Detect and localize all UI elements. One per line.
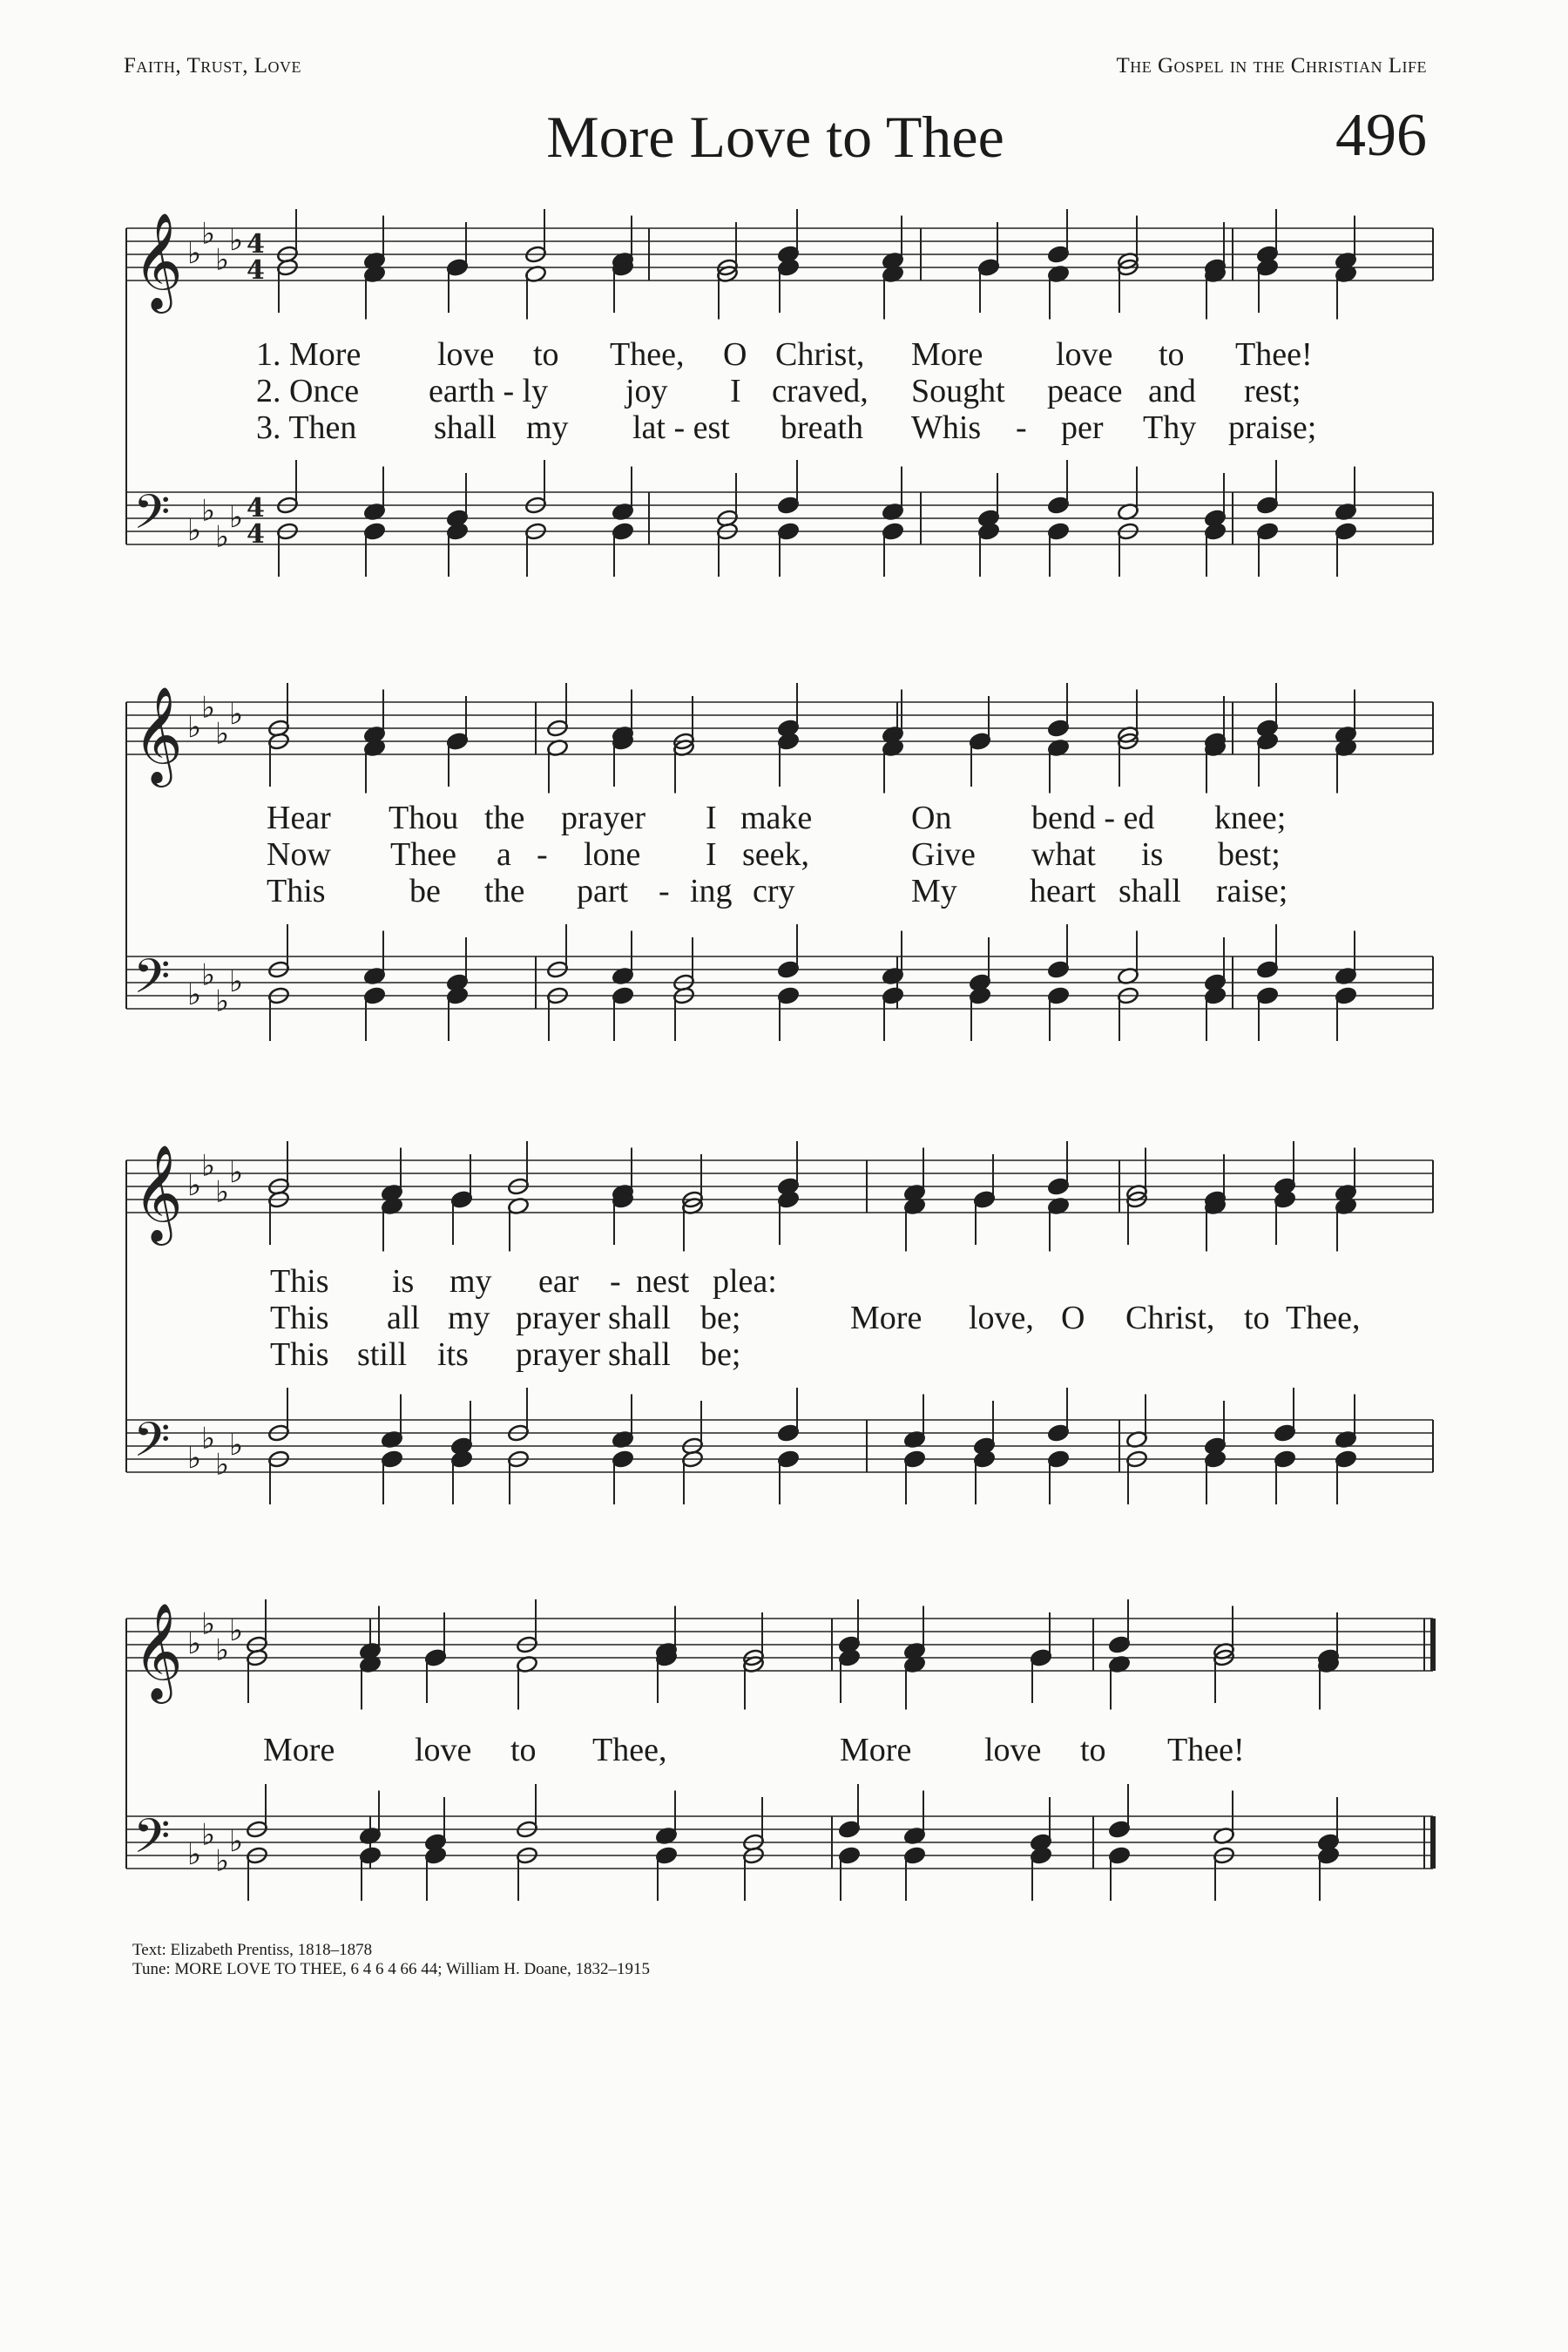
- syllable: Thee!: [1167, 1732, 1245, 1768]
- syllable: shall: [434, 409, 497, 446]
- syllable: prayer: [561, 800, 646, 836]
- text-credit: Text: Elizabeth Prentiss, 1818–1878: [132, 1941, 373, 1959]
- svg-text:𝄢: 𝄢: [133, 484, 171, 551]
- syllable: Thou: [389, 800, 459, 836]
- syllable: Hear: [267, 800, 331, 836]
- syllable: Thee!: [1235, 336, 1313, 373]
- syllable: -: [1016, 409, 1027, 446]
- syllable: O: [1061, 1300, 1085, 1336]
- syllable: This: [267, 873, 326, 909]
- svg-text:𝄞: 𝄞: [133, 1144, 183, 1241]
- syllable: On: [911, 800, 952, 836]
- syllable: knee;: [1214, 800, 1287, 836]
- syllable: Now: [267, 836, 331, 873]
- svg-text:♭: ♭: [215, 716, 230, 752]
- treble-staff: [126, 1602, 1433, 1704]
- syllable: -: [537, 836, 548, 873]
- syllable: praise;: [1228, 409, 1317, 446]
- svg-text:♭: ♭: [229, 1824, 244, 1859]
- syllable: Thee,: [1286, 1300, 1361, 1336]
- syllable: still: [357, 1336, 408, 1373]
- syllable: ing: [690, 873, 733, 909]
- syllable: Whis: [911, 409, 982, 446]
- svg-text:♭: ♭: [201, 690, 216, 726]
- svg-text:4: 4: [247, 519, 265, 550]
- syllable: This: [270, 1263, 329, 1300]
- syllable: Thee: [390, 836, 456, 873]
- svg-text:♭: ♭: [187, 1837, 202, 1872]
- syllable: cry: [753, 873, 795, 909]
- svg-text:♭: ♭: [187, 1441, 202, 1476]
- syllable: its: [437, 1336, 469, 1373]
- svg-text:4: 4: [247, 493, 265, 524]
- syllable: Christ,: [1125, 1300, 1215, 1336]
- syllable: joy: [625, 373, 668, 409]
- svg-text:♭: ♭: [215, 1632, 230, 1668]
- svg-text:♭: ♭: [229, 1428, 244, 1463]
- syllable: More: [911, 336, 983, 373]
- syllable: shall: [608, 1300, 671, 1336]
- svg-text:𝄞: 𝄞: [133, 212, 183, 309]
- syllable: a: [497, 836, 511, 873]
- syllable: my: [526, 409, 569, 446]
- svg-text:♭: ♭: [215, 519, 230, 555]
- svg-text:♭: ♭: [215, 983, 230, 1019]
- syllable: be;: [700, 1300, 741, 1336]
- syllable: seek,: [742, 836, 810, 873]
- bass-staff: [126, 1808, 1433, 1879]
- syllable: be;: [700, 1336, 741, 1373]
- syllable: to: [1080, 1732, 1106, 1768]
- hymn-number: 496: [1335, 102, 1427, 169]
- syllable: raise;: [1216, 873, 1288, 909]
- syllable: -: [610, 1263, 621, 1300]
- svg-text:♭: ♭: [187, 710, 202, 745]
- svg-text:𝄞: 𝄞: [133, 686, 183, 783]
- syllable: lat - est: [632, 409, 730, 446]
- syllable: love,: [969, 1300, 1034, 1336]
- syllable: my: [448, 1300, 490, 1336]
- syllable: my: [449, 1263, 492, 1300]
- svg-text:♭: ♭: [229, 1155, 244, 1190]
- syllable: the: [484, 800, 525, 836]
- syllable: is: [392, 1263, 415, 1300]
- syllable: My: [911, 873, 957, 909]
- syllable: nest: [636, 1263, 690, 1300]
- category-right: The Gospel in the Christian Life: [1116, 54, 1427, 78]
- syllable: craved,: [772, 373, 868, 409]
- syllable: what: [1031, 836, 1096, 873]
- syllable: Sought: [911, 373, 1005, 409]
- svg-text:♭: ♭: [201, 957, 216, 993]
- syllable: 3. Then: [256, 409, 357, 446]
- svg-text:4: 4: [247, 255, 265, 286]
- syllable: be: [409, 873, 441, 909]
- syllable: shall: [608, 1336, 671, 1373]
- syllable: -: [659, 873, 670, 909]
- svg-text:♭: ♭: [201, 1421, 216, 1456]
- syllable: shall: [1119, 873, 1181, 909]
- svg-text:𝄢: 𝄢: [133, 1412, 171, 1479]
- syllable: to: [1244, 1300, 1270, 1336]
- svg-text:♭: ♭: [229, 500, 244, 535]
- syllable: lone: [584, 836, 641, 873]
- svg-text:4: 4: [247, 229, 265, 260]
- svg-text:♭: ♭: [187, 977, 202, 1012]
- svg-text:♭: ♭: [201, 1606, 216, 1642]
- syllable: Thee,: [592, 1732, 667, 1768]
- svg-text:♭: ♭: [187, 513, 202, 548]
- syllable: Thee,: [610, 336, 685, 373]
- syllable: This: [270, 1300, 329, 1336]
- syllable: I: [730, 373, 741, 409]
- syllable: per: [1061, 409, 1104, 446]
- svg-text:𝄢: 𝄢: [133, 1808, 171, 1876]
- svg-text:♭: ♭: [215, 1843, 230, 1879]
- syllable: Christ,: [775, 336, 865, 373]
- syllable: to: [533, 336, 559, 373]
- syllable: More: [840, 1732, 912, 1768]
- syllable: I: [706, 800, 717, 836]
- syllable: More: [850, 1300, 923, 1336]
- syllable: 1. More: [256, 336, 362, 373]
- syllable: breath: [781, 409, 863, 446]
- syllable: love: [415, 1732, 472, 1768]
- svg-text:♭: ♭: [229, 223, 244, 258]
- syllable: part: [577, 873, 629, 909]
- category-left: Faith, Trust, Love: [124, 54, 301, 78]
- syllable: I: [706, 836, 717, 873]
- syllable: all: [387, 1300, 420, 1336]
- svg-text:♭: ♭: [229, 697, 244, 732]
- syllable: and: [1148, 373, 1196, 409]
- syllable: the: [484, 873, 525, 909]
- svg-text:♭: ♭: [201, 1817, 216, 1853]
- svg-text:♭: ♭: [229, 964, 244, 999]
- syllable: love: [1056, 336, 1113, 373]
- tune-credit: Tune: MORE LOVE TO THEE, 6 4 6 4 66 44; William H. Doane, 1832–1915: [132, 1960, 651, 1978]
- syllable: Thy: [1143, 409, 1197, 446]
- syllable: plea:: [713, 1263, 777, 1300]
- syllable: Give: [911, 836, 976, 873]
- syllable: ear: [538, 1263, 579, 1300]
- svg-text:♭: ♭: [229, 1613, 244, 1648]
- svg-text:♭: ♭: [215, 1447, 230, 1483]
- syllable: heart: [1030, 873, 1096, 909]
- syllable: rest;: [1244, 373, 1301, 409]
- svg-text:♭: ♭: [215, 242, 230, 278]
- svg-text:♭: ♭: [201, 1148, 216, 1184]
- svg-text:𝄢: 𝄢: [133, 949, 171, 1016]
- syllable: prayer: [516, 1336, 601, 1373]
- svg-text:♭: ♭: [215, 1174, 230, 1210]
- syllable: love: [437, 336, 495, 373]
- svg-text:♭: ♭: [187, 1168, 202, 1203]
- syllable: make: [740, 800, 813, 836]
- svg-text:♭: ♭: [187, 1626, 202, 1661]
- syllable: 2. Once: [256, 373, 360, 409]
- syllable: to: [1159, 336, 1185, 373]
- syllable: earth - ly: [429, 373, 549, 409]
- syllable: bend - ed: [1031, 800, 1155, 836]
- syllable: More: [263, 1732, 335, 1768]
- syllable: is: [1141, 836, 1164, 873]
- svg-text:♭: ♭: [187, 236, 202, 271]
- credits: [132, 1941, 650, 1979]
- syllable: to: [510, 1732, 537, 1768]
- syllable: love: [984, 1732, 1042, 1768]
- syllable: best;: [1218, 836, 1281, 873]
- svg-text:♭: ♭: [201, 493, 216, 529]
- syllable: peace: [1047, 373, 1123, 409]
- syllable: O: [723, 336, 747, 373]
- svg-text:𝄞: 𝄞: [133, 1602, 183, 1700]
- syllable: This: [270, 1336, 329, 1373]
- syllable: prayer: [516, 1300, 601, 1336]
- svg-text:♭: ♭: [201, 216, 216, 252]
- hymn-title: More Love to Thee: [546, 104, 1004, 170]
